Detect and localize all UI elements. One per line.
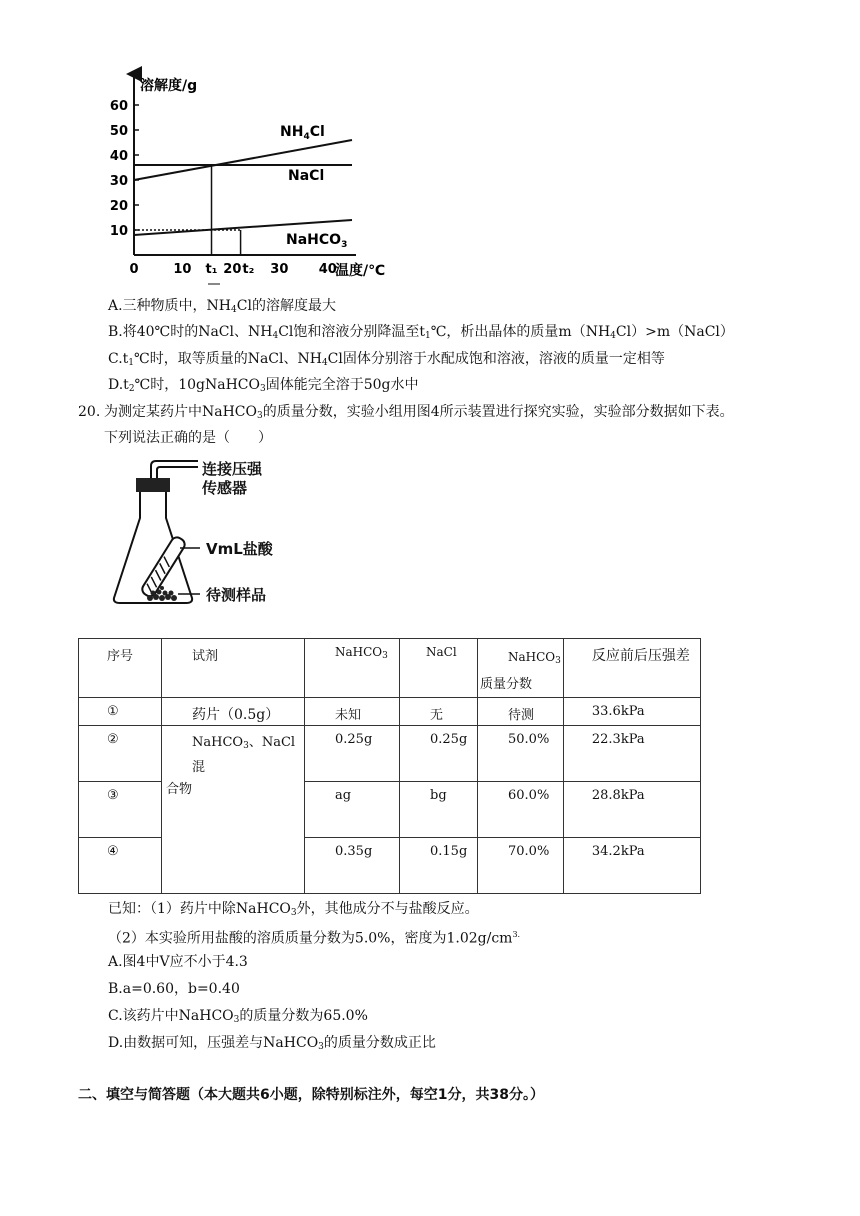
sensor-tube [151, 461, 198, 478]
cell-nahco3: 0.35g [305, 838, 400, 894]
series-label-nh4cl: $NH_4Cl$ [280, 124, 325, 142]
cell-nacl: 0.15g [400, 838, 478, 894]
q19-option-c: $C.t_1℃$时，取等质量的NaCl、$NH_4Cl$固体分别溶于水配成饱和溶液，溶液的质量一定相等 [108, 351, 665, 368]
cell-nahco3: ag [305, 782, 400, 838]
x-tick-label: 40 [318, 262, 337, 277]
y-tick-label: 60 [109, 99, 128, 114]
cell-fraction: 70.0% [478, 838, 564, 894]
q19-option-b: B.将40℃时的NaCl、$NH_4Cl$饱和溶液分别降温至$t_1℃$，析出晶体的质量$m(NH_4Cl)>m(NaCl)$ [108, 324, 734, 341]
table-header-row [79, 639, 701, 698]
q20-option-b: B.a=0.60，b=0.40 [108, 981, 240, 997]
cell-fraction: 60.0% [478, 782, 564, 838]
x-axis-label: 温度/℃ [335, 263, 386, 279]
q19-option-a: A.三种物质中，$NH_4Cl$的溶解度最大 [108, 298, 336, 315]
section-2-heading: 二、填空与简答题（本大题共6小题，除特别标注外，每空1分，共38分。） [78, 1087, 544, 1103]
stopper [136, 478, 170, 492]
label-sample: 待测样品 [206, 586, 267, 604]
cell-fraction: 待测 [478, 698, 564, 726]
solubility-chart [100, 60, 420, 285]
cell-reagent: 药片（0.5g） [162, 698, 305, 726]
header-reagent: 试剂 [162, 639, 305, 698]
cell-no: ② [79, 726, 162, 782]
q20-option-a: A.图4中V应不小于4.3 [108, 954, 248, 970]
cell-pressure: 34.2kPa [563, 838, 700, 894]
cell-nacl: bg [400, 782, 478, 838]
header-no: 序号 [79, 639, 162, 698]
header-nacl: NaCl [400, 639, 478, 698]
x-tick-label: t₁ [205, 262, 218, 277]
x-tick-label: 10 [173, 262, 192, 277]
y-tick-label: 10 [109, 224, 128, 239]
header-fraction: NaHCO$_3$ 质量分数 [478, 639, 564, 698]
cell-nacl: 0.25g [400, 726, 478, 782]
label-sensor-1: 连接压强 [202, 460, 263, 478]
header-pressure: 反应前后压强差 [563, 639, 700, 698]
q19-option-d: $D.t_2℃$时，10gNaHCO$_3$固体能完全溶于50g水中 [108, 377, 419, 394]
experiment-table [78, 638, 701, 894]
label-sensor-2: 传感器 [202, 479, 248, 497]
cell-no: ③ [79, 782, 162, 838]
cell-nahco3: 0.25g [305, 726, 400, 782]
cell-reagent-mixture: NaHCO$_3$、NaCl混 合物 [162, 726, 305, 894]
label-acid: VmL盐酸 [206, 540, 273, 558]
cell-fraction: 50.0% [478, 726, 564, 782]
table-row [79, 698, 701, 726]
q20-option-d: D.由数据可知，压强差与NaHCO$_3$的质量分数成正比 [108, 1035, 436, 1052]
q20-option-c: C.该药片中NaHCO$_3$的质量分数为65.0% [108, 1008, 368, 1025]
x-tick-label: 30 [270, 262, 289, 277]
cell-pressure: 28.8kPa [563, 782, 700, 838]
known-2: （2）本实验所用盐酸的溶质质量分数为5.0%，密度为$1.02g/cm^{3.}$ [108, 930, 521, 947]
cell-pressure: 33.6kPa [563, 698, 700, 726]
known-1: 已知：（1）药片中除NaHCO$_3$外，其他成分不与盐酸反应。 [108, 901, 479, 918]
y-axis-label: 溶解度/g [140, 78, 198, 94]
cell-nahco3: 未知 [305, 698, 400, 726]
y-tick-label: 20 [109, 199, 128, 214]
y-tick-label: 30 [109, 174, 128, 189]
cell-no: ① [79, 698, 162, 726]
x-tick-label: t₂ [242, 262, 255, 277]
cell-no: ④ [79, 838, 162, 894]
series-label-nahco3: NaHCO$_3$ [286, 232, 348, 250]
y-tick-label: 50 [109, 124, 128, 139]
cell-nacl: 无 [400, 698, 478, 726]
q20-number: 20. [78, 404, 101, 420]
x-tick-label: 20 [223, 262, 242, 277]
x-tick-label: 0 [129, 262, 139, 277]
series-label-nacl: NaCl [288, 168, 325, 184]
cell-pressure: 22.3kPa [563, 726, 700, 782]
q20-stem-line1: 为测定某药片中NaHCO$_3$的质量分数，实验小组用图4所示装置进行探究实验，实验部分数据如下表。 [104, 404, 734, 421]
q20-stem-line2: 下列说法正确的是（ ） [104, 430, 272, 446]
header-nahco3: NaHCO$_3$ [305, 639, 400, 698]
y-tick-label: 40 [109, 149, 128, 164]
table-row [79, 726, 701, 782]
